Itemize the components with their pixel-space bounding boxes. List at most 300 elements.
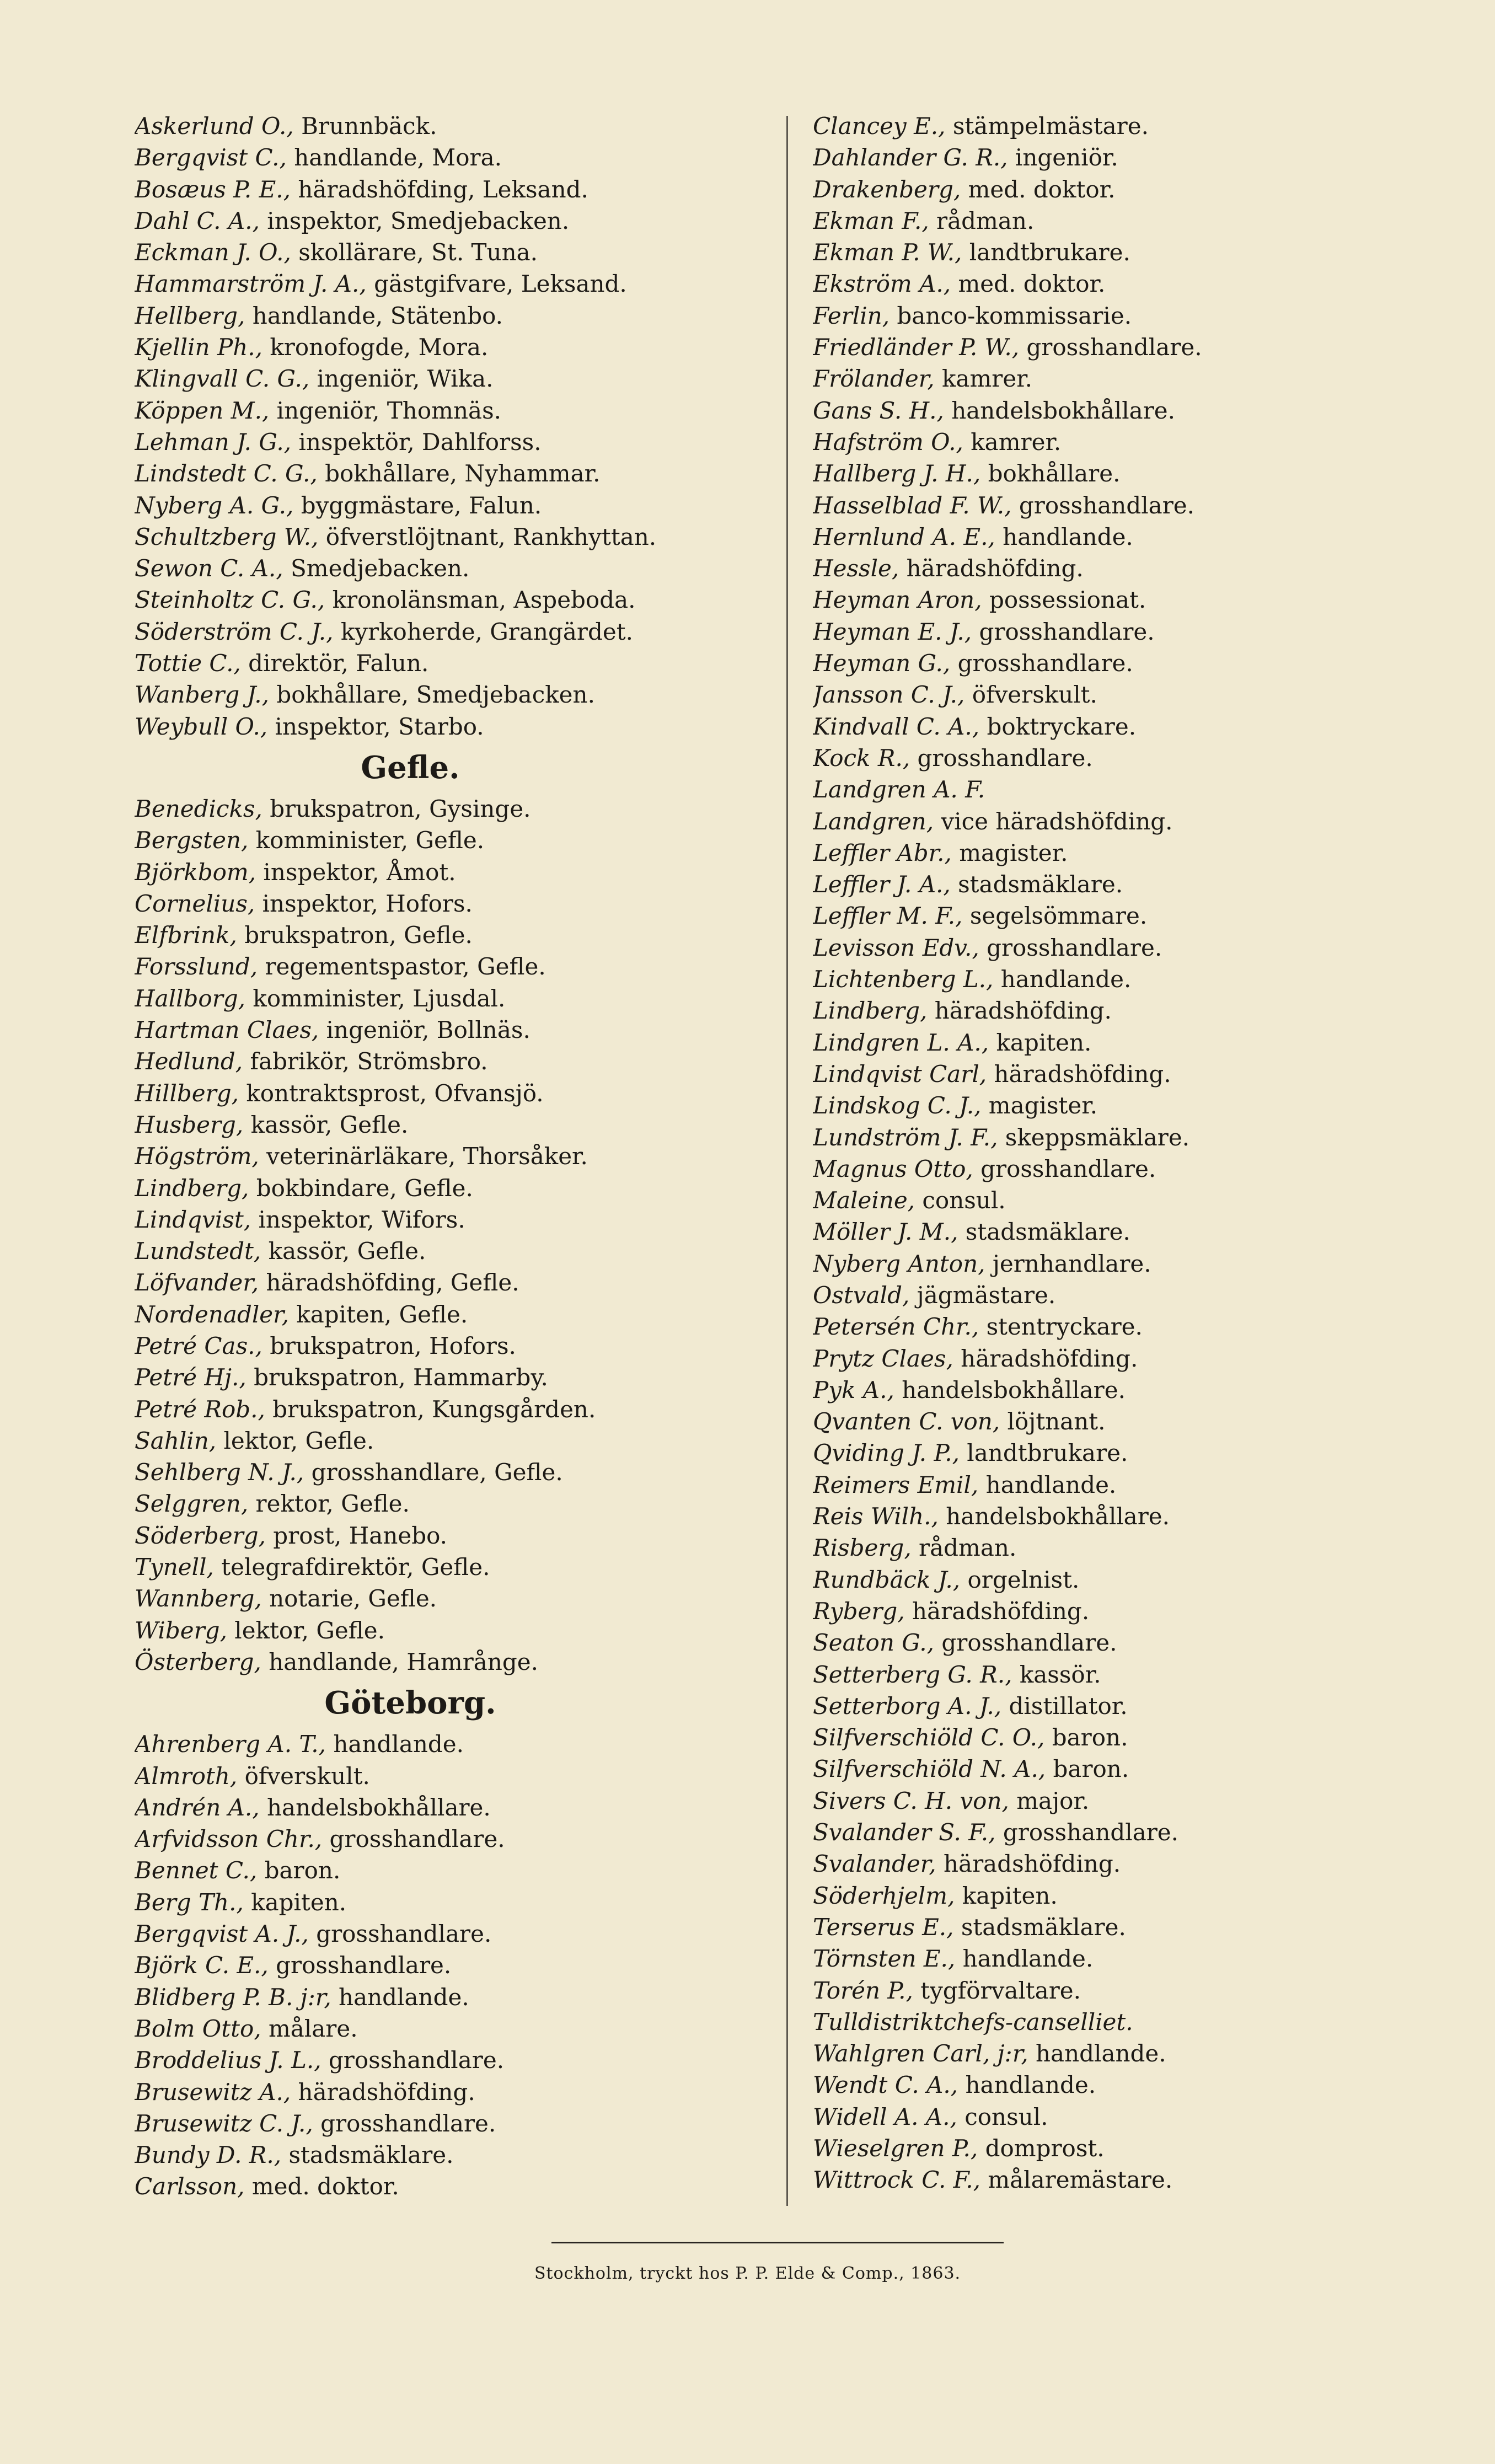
entry-name: Bergqvist C., <box>135 144 287 172</box>
directory-entry <box>813 300 1436 331</box>
entry-name: Kjellin Ph., <box>135 334 262 361</box>
entry-name: Klingvall C. G., <box>135 365 310 393</box>
entry-description: kontraktsprost, Ofvansjö. <box>246 1079 544 1107</box>
directory-entry <box>135 1823 769 1855</box>
entry-name: Lindberg, <box>135 1174 249 1202</box>
entry-description: landtbrukare. <box>967 1439 1128 1467</box>
entry-description: magister. <box>959 839 1068 866</box>
entry-name: Leffler J. A., <box>813 871 951 898</box>
entry-name: Ekman F., <box>813 207 929 234</box>
entry-description: handelsbokhållare. <box>902 1376 1126 1404</box>
entry-description: kapiten. <box>962 1882 1058 1909</box>
entry-description: kassör. <box>1019 1660 1101 1688</box>
entry-name: Silfverschiöld C. O., <box>813 1724 1045 1751</box>
entry-description: brukspatron, Gysinge. <box>270 795 531 822</box>
directory-entry <box>813 1501 1436 1532</box>
entry-description: brukspatron, Hofors. <box>270 1332 516 1359</box>
entry-name: Wahlgren Carl, j:r, <box>813 2040 1028 2067</box>
directory-entry <box>813 205 1436 237</box>
directory-entry <box>813 1532 1436 1563</box>
directory-entry <box>813 1627 1436 1658</box>
entry-description: brukspatron, Gefle. <box>244 922 473 949</box>
directory-entry <box>813 900 1436 931</box>
directory-entry <box>135 1267 769 1298</box>
directory-entry <box>135 1046 769 1077</box>
directory-entry <box>135 1728 769 1760</box>
directory-entry <box>813 616 1436 647</box>
directory-entry <box>135 616 769 647</box>
directory-entry <box>135 268 769 299</box>
entry-description: orgelnist. <box>967 1566 1080 1593</box>
entry-description: jägmästare. <box>917 1281 1056 1309</box>
entry-name: Heyman G., <box>813 650 951 677</box>
directory-entry <box>135 1014 769 1046</box>
footer-rule <box>551 2242 1004 2243</box>
entry-description: med. doktor. <box>968 175 1116 203</box>
directory-entry <box>813 2101 1436 2133</box>
entry-description: häradshöfding. <box>912 1597 1090 1625</box>
section-heading: Gefle. <box>361 749 460 786</box>
directory-entry <box>135 1551 769 1583</box>
directory-entry <box>135 1078 769 1109</box>
directory-entry <box>135 1646 769 1678</box>
entry-description: Brunnbäck. <box>301 113 437 140</box>
entry-description: vice häradshöfding. <box>941 807 1173 835</box>
entry-name: Lichtenberg L., <box>813 966 994 993</box>
entry-name: Landgren, <box>813 807 934 835</box>
entry-description: öfverstlöjtnant, Rankhyttan. <box>325 523 657 550</box>
entry-name: Lehman J. G., <box>135 428 292 456</box>
directory-entry <box>813 553 1436 584</box>
entry-name: Dahl C. A., <box>135 207 260 234</box>
entry-name: Hartman Claes, <box>135 1016 319 1044</box>
entry-name: Bergqvist A. J., <box>135 1920 309 1948</box>
directory-entry <box>813 1437 1436 1469</box>
directory-entry <box>813 963 1436 995</box>
entry-name: Qviding J. P., <box>813 1439 960 1467</box>
directory-entry <box>813 2069 1436 2101</box>
entry-description: handlande. <box>333 1731 464 1758</box>
entry-name: Wendt C. A., <box>813 2071 958 2099</box>
entry-name: Nordenadler, <box>135 1300 289 1328</box>
directory-entry <box>135 647 769 679</box>
entry-description: handlande. <box>1000 966 1132 993</box>
entry-name: Bergsten, <box>135 827 249 854</box>
entry-description: stadsmäklare. <box>961 1913 1126 1941</box>
directory-entry <box>813 1911 1436 1943</box>
directory-entry <box>813 1848 1436 1879</box>
entry-name: Petersén Chr., <box>813 1313 979 1341</box>
entry-description: häradshöfding. <box>906 555 1084 582</box>
entry-description: possessionat. <box>989 586 1146 614</box>
entry-name: Ryberg, <box>813 1597 905 1625</box>
entry-name: Bosæus P. E., <box>135 175 291 203</box>
entry-description: grosshandlare. <box>957 650 1133 677</box>
directory-entry <box>813 142 1436 173</box>
entry-description: med. doktor. <box>251 2173 399 2200</box>
entry-name: Hallborg, <box>135 984 246 1012</box>
entry-description: fabrikör, Strömsbro. <box>250 1048 488 1075</box>
entry-name: Hellberg, <box>135 302 245 329</box>
entry-description: stadsmäklare. <box>965 1218 1130 1246</box>
entry-description: handlande, Stätenbo. <box>252 302 503 329</box>
entry-description: skollärare, St. Tuna. <box>298 239 538 266</box>
entry-name: Hallberg J. H., <box>813 460 981 488</box>
entry-name: Svalander, <box>813 1850 936 1878</box>
directory-entry <box>813 2164 1436 2195</box>
entry-description: ingeniör, Thomnäs. <box>276 397 501 424</box>
entry-description: banco-kommissarie. <box>897 302 1132 329</box>
directory-entry <box>135 856 769 888</box>
entry-description: kapiten. <box>996 1029 1092 1056</box>
directory-entry <box>813 774 1436 805</box>
entry-description: kronofogde, Mora. <box>270 334 489 361</box>
entry-description: häradshöfding, Gefle. <box>266 1269 519 1297</box>
entry-description: grosshandlare. <box>320 2109 496 2137</box>
entry-description: löjtnant. <box>1007 1408 1106 1435</box>
directory-entry <box>135 584 769 615</box>
entry-name: Friedländer P. W., <box>813 334 1020 361</box>
directory-entry <box>135 490 769 521</box>
entry-name: Söderberg, <box>135 1522 266 1549</box>
entry-description: lektor, Gefle. <box>234 1616 385 1644</box>
entry-name: Ostvald, <box>813 1281 910 1309</box>
entry-name: Ekström A., <box>813 270 951 298</box>
entry-name: Prytz Claes, <box>813 1345 953 1372</box>
directory-entry <box>813 1753 1436 1785</box>
entry-description: bokbindare, Gefle. <box>256 1174 473 1202</box>
directory-entry <box>135 2076 769 2108</box>
entry-description: handelsbokhållare. <box>951 397 1175 424</box>
entry-description: kapiten. <box>251 1888 347 1916</box>
entry-description: prost, Hanebo. <box>273 1522 448 1549</box>
entry-description: tygförvaltare. <box>920 1976 1081 2004</box>
entry-name: Björk C. E., <box>135 1952 269 1979</box>
entry-description: segelsömmare. <box>969 902 1148 930</box>
directory-entry <box>135 793 769 824</box>
entry-description: grosshandlare, Gefle. <box>311 1459 563 1486</box>
entry-name: Drakenberg, <box>813 175 961 203</box>
entry-name: Hasselblad F. W., <box>813 491 1012 519</box>
entry-name: Petré Cas., <box>135 1332 262 1359</box>
entry-description: öfverskult. <box>244 1762 370 1790</box>
directory-entry <box>813 1785 1436 1817</box>
directory-entry <box>135 824 769 856</box>
entry-description: brukspatron, Hammarby. <box>254 1364 548 1391</box>
entry-description: handlande. <box>962 1945 1094 1973</box>
entry-name: Jansson C. J., <box>813 681 965 709</box>
entry-name: Brusewitz A., <box>135 2078 291 2106</box>
directory-entry <box>813 1216 1436 1247</box>
entry-name: Almroth, <box>135 1762 238 1790</box>
entry-description: inspektör, Dahlforss. <box>298 428 542 456</box>
entry-name: Berg Th., <box>135 1888 244 1916</box>
directory-entry <box>135 679 769 710</box>
entry-description: ingeniör, Bollnäs. <box>326 1016 531 1044</box>
entry-description: bokhållare. <box>988 460 1121 488</box>
entry-description: kronolänsman, Aspeboda. <box>332 586 636 614</box>
directory-entry <box>135 205 769 237</box>
entry-name: Svalander S. F., <box>813 1819 996 1846</box>
directory-entry <box>135 300 769 331</box>
directory-entry <box>135 1394 769 1425</box>
entry-description: grosshandlare. <box>979 618 1155 645</box>
directory-entry <box>135 2139 769 2171</box>
entry-name: Köppen M., <box>135 397 270 424</box>
entry-name: Sahlin, <box>135 1427 217 1454</box>
entry-description: jernhandlare. <box>992 1250 1151 1277</box>
directory-entry <box>813 490 1436 521</box>
entry-description: grosshandlare. <box>987 934 1162 961</box>
entry-description: magister. <box>988 1092 1098 1119</box>
entry-description: komminister, Ljusdal. <box>253 984 506 1012</box>
entry-description: notarie, Gefle. <box>269 1585 437 1613</box>
entry-description: brukspatron, Kungsgården. <box>272 1395 596 1423</box>
entry-name: Carlsson, <box>135 2173 245 2200</box>
entry-description: stadsmäklare. <box>288 2141 454 2169</box>
entry-description: med. doktor. <box>958 270 1106 298</box>
directory-entry <box>135 1981 769 2013</box>
entry-name: Möller J. M., <box>813 1218 958 1246</box>
directory-entry <box>135 2044 769 2076</box>
entry-description: kapiten, Gefle. <box>296 1300 468 1328</box>
entry-description: major. <box>1016 1787 1090 1814</box>
entry-name: Hammarström J. A., <box>135 270 367 298</box>
entry-name: Hillberg, <box>135 1079 239 1107</box>
directory-entry <box>813 1943 1436 1974</box>
entry-name: Lindqvist, <box>135 1206 251 1233</box>
entry-description: rådman. <box>936 207 1035 234</box>
directory-entry <box>135 1792 769 1823</box>
directory-entry <box>813 331 1436 363</box>
entry-name: Tulldistriktchefs-canselliet. <box>813 2008 1133 2036</box>
entry-name: Hessle, <box>813 555 899 582</box>
directory-entry <box>135 363 769 394</box>
directory-entry <box>135 1456 769 1488</box>
directory-entry <box>813 2038 1436 2069</box>
directory-entry <box>135 1299 769 1330</box>
directory-entry <box>813 1185 1436 1216</box>
entry-description: kassör, Gefle. <box>250 1111 409 1138</box>
entry-name: Lindqvist Carl, <box>813 1060 987 1088</box>
entry-name: Setterberg G. R., <box>813 1660 1012 1688</box>
entry-name: Askerlund O., <box>135 113 294 140</box>
entry-description: inspektor, Åmot. <box>263 858 456 886</box>
entry-name: Weybull O., <box>135 713 268 740</box>
entry-name: Terserus E., <box>813 1913 954 1941</box>
entry-name: Petré Rob., <box>135 1395 265 1423</box>
entry-name: Ahrenberg A. T., <box>135 1731 326 1758</box>
column-divider <box>786 116 788 2206</box>
entry-description: handelsbokhållare. <box>267 1793 491 1821</box>
directory-entry <box>813 1722 1436 1753</box>
entry-description: consul. <box>964 2103 1048 2130</box>
directory-entry <box>135 951 769 982</box>
entry-name: Husberg, <box>135 1111 244 1138</box>
entry-description: häradshöfding. <box>994 1060 1171 1088</box>
directory-entry <box>813 932 1436 963</box>
entry-description: handlande. <box>1036 2040 1166 2067</box>
entry-name: Söderhjelm, <box>813 1882 955 1909</box>
entry-description: bokhållare, Smedjebacken. <box>276 681 595 709</box>
entry-description: boktryckare. <box>987 713 1137 740</box>
entry-description: domprost. <box>985 2135 1105 2162</box>
entry-description: stämpelmästare. <box>952 113 1149 140</box>
entry-description: inspektor, Wifors. <box>258 1206 465 1233</box>
entry-description: grosshandlare. <box>980 1155 1156 1182</box>
entry-name: Björkbom, <box>135 858 256 886</box>
entry-description: direktör, Falun. <box>248 650 429 677</box>
entry-name: Magnus Otto, <box>813 1155 973 1182</box>
entry-name: Forsslund, <box>135 953 258 981</box>
directory-entry <box>813 1153 1436 1185</box>
directory-entry <box>813 174 1436 205</box>
directory-entry <box>813 806 1436 837</box>
directory-entry <box>135 1235 769 1267</box>
entry-name: Blidberg P. B. j:r, <box>135 1983 331 2011</box>
printer-imprint: Stockholm, tryckt hos P. P. Elde & Comp., 1863. <box>534 2264 961 2283</box>
directory-entry <box>813 1248 1436 1279</box>
entry-name: Steinholtz C. G., <box>135 586 325 614</box>
directory-entry <box>813 584 1436 615</box>
entry-name: Cornelius, <box>135 890 255 917</box>
directory-entry <box>813 711 1436 742</box>
directory-entry <box>813 458 1436 489</box>
directory-entry <box>813 110 1436 142</box>
entry-description: rektor, Gefle. <box>255 1490 410 1518</box>
entry-description: regementspastor, Gefle. <box>265 953 546 981</box>
entry-description: skeppsmäklare. <box>1005 1123 1190 1151</box>
entry-description: handlande, Hamrånge. <box>269 1648 538 1675</box>
directory-entry <box>135 2108 769 2139</box>
entry-description: grosshandlare. <box>1026 334 1202 361</box>
directory-entry <box>813 1311 1436 1342</box>
right-column <box>813 110 1436 2196</box>
entry-name: Bennet C., <box>135 1857 258 1884</box>
entry-description: grosshandlare. <box>316 1920 492 1948</box>
entry-description: grosshandlare. <box>917 744 1093 772</box>
entry-description: baron. <box>1053 1755 1129 1783</box>
directory-entry <box>135 426 769 458</box>
entry-description: handelsbokhållare. <box>946 1503 1170 1530</box>
entry-name: Reis Wilh., <box>813 1503 939 1530</box>
entry-name: Schultzberg W., <box>135 523 319 550</box>
entry-name: Setterborg A. J., <box>813 1692 1002 1720</box>
entry-description: inspektor, Hofors. <box>262 890 473 917</box>
entry-description: Smedjebacken. <box>291 555 470 582</box>
entry-name: Dahlander G. R., <box>813 144 1008 172</box>
entry-name: Lindstedt C. G., <box>135 460 318 488</box>
entry-name: Wanberg J., <box>135 681 269 709</box>
entry-description: telegrafdirektör, Gefle. <box>221 1554 490 1581</box>
directory-entry <box>813 1564 1436 1595</box>
entry-name: Leffler Abr., <box>813 839 952 866</box>
entry-name: Rundbäck J., <box>813 1566 961 1593</box>
entry-name: Frölander, <box>813 365 935 393</box>
entry-description: målaremästare. <box>988 2166 1173 2194</box>
entry-name: Eckman J. O., <box>135 239 291 266</box>
entry-name: Sehlberg N. J., <box>135 1459 304 1486</box>
entry-name: Wiberg, <box>135 1616 227 1644</box>
directory-entry <box>135 1488 769 1519</box>
directory-entry <box>813 1279 1436 1311</box>
directory-entry <box>813 363 1436 394</box>
entry-name: Leffler M. F., <box>813 902 963 930</box>
entry-name: Kock R., <box>813 744 910 772</box>
entry-description: häradshöfding, Leksand. <box>298 175 588 203</box>
directory-entry <box>813 268 1436 299</box>
entry-name: Tynell, <box>135 1554 214 1581</box>
entry-name: Tottie C., <box>135 650 241 677</box>
entry-name: Sivers C. H. von, <box>813 1787 1009 1814</box>
directory-entry <box>813 1595 1436 1627</box>
entry-description: stadsmäklare. <box>958 871 1123 898</box>
directory-entry <box>135 1204 769 1235</box>
directory-entry <box>135 1172 769 1204</box>
entry-description: häradshöfding. <box>961 1345 1138 1372</box>
directory-entry <box>813 679 1436 710</box>
directory-entry <box>813 426 1436 458</box>
directory-entry <box>813 1690 1436 1722</box>
directory-entry <box>135 237 769 268</box>
entry-name: Kindvall C. A., <box>813 713 980 740</box>
directory-entry <box>135 1855 769 1886</box>
entry-description: kamrer. <box>971 428 1062 456</box>
entry-name: Gans S. H., <box>813 397 944 424</box>
entry-name: Nyberg Anton, <box>813 1250 985 1277</box>
directory-entry <box>813 1343 1436 1374</box>
entry-description: lektor, Gefle. <box>223 1427 374 1454</box>
entry-name: Wittrock C. F., <box>813 2166 980 2194</box>
entry-name: Sewon C. A., <box>135 555 283 582</box>
entry-name: Broddelius J. L., <box>135 2047 321 2074</box>
entry-name: Törnsten E., <box>813 1945 956 1973</box>
entry-name: Seaton G., <box>813 1629 934 1657</box>
entry-name: Risberg, <box>813 1534 912 1562</box>
entry-name: Pyk A., <box>813 1376 894 1404</box>
entry-description: grosshandlare. <box>941 1629 1117 1657</box>
directory-entry <box>813 1469 1436 1501</box>
directory-entry <box>135 1109 769 1140</box>
directory-entry <box>135 458 769 489</box>
entry-description: distillator. <box>1009 1692 1128 1720</box>
entry-description: målare. <box>268 2015 358 2042</box>
directory-entry <box>135 110 769 142</box>
directory-entry <box>813 1374 1436 1406</box>
directory-entry <box>135 521 769 553</box>
directory-entry <box>135 1520 769 1551</box>
entry-name: Silfverschiöld N. A., <box>813 1755 1046 1783</box>
entry-name: Ferlin, <box>813 302 890 329</box>
section-heading: Göteborg. <box>324 1685 496 1722</box>
entry-description: häradshöfding. <box>943 1850 1121 1878</box>
entry-description: handlande. <box>965 2071 1096 2099</box>
entry-name: Nyberg A. G., <box>135 491 294 519</box>
directory-entry <box>813 1975 1436 2006</box>
directory-entry <box>135 1918 769 1949</box>
entry-name: Österberg, <box>135 1648 261 1675</box>
directory-entry <box>135 1949 769 1981</box>
directory-entry <box>135 1362 769 1393</box>
entry-name: Hernlund A. E., <box>813 523 995 550</box>
directory-entry <box>135 1615 769 1646</box>
entry-description: handlande. <box>985 1471 1117 1498</box>
entry-name: Lindskog C. J., <box>813 1092 982 1119</box>
entry-name: Wannberg, <box>135 1585 262 1613</box>
entry-description: inspektor, Smedjebacken. <box>267 207 570 234</box>
directory-entry <box>135 888 769 919</box>
directory-entry <box>813 2006 1436 2038</box>
